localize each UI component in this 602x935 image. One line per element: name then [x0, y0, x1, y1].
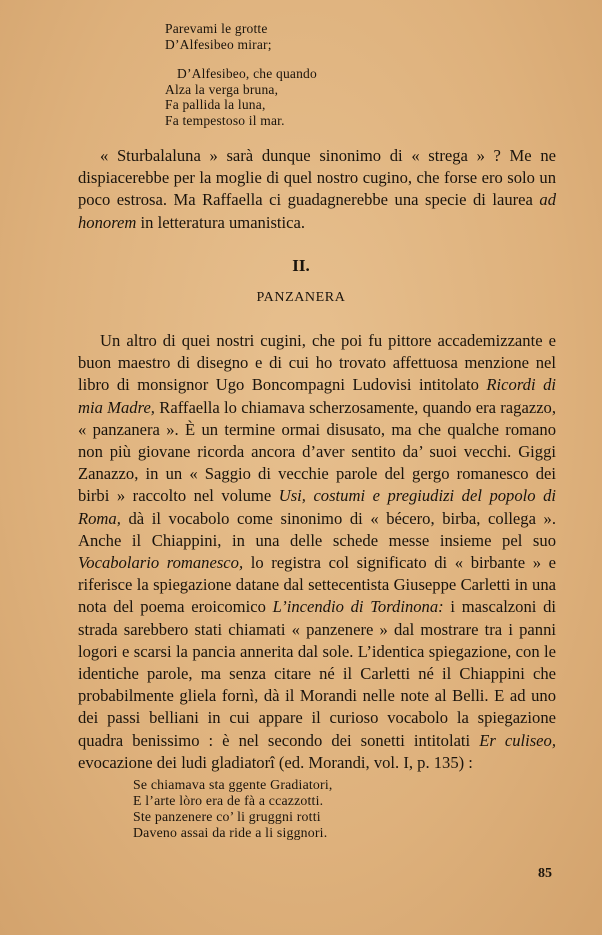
- text-run: dà il vocabolo come sinonimo di « bécero, birba, collega ». Anche il Chiappini, in una delle schede messe insieme pel suo: [78, 508, 556, 550]
- paragraph-2: [78, 330, 556, 774]
- text-run: « Sturbalaluna » sarà dunque sinonimo di « strega » ? Me ne dispiacerebbe per la moglie di quel nostro cugino, che forse ero solo un poco estrosa. Ma Raffaella ci guadagnerebbe una specie di laurea: [78, 146, 556, 210]
- verse-line: Ste panzenere co’ li gruggni rotti: [133, 809, 321, 824]
- paragraph-2-text: [78, 330, 556, 774]
- text-run: in letteratura umanistica.: [136, 212, 306, 232]
- italic-run: Er culiseo,: [479, 730, 556, 750]
- italic-run: ad honorem: [78, 190, 556, 232]
- text-run: evocazione dei ludi gladiatorî (ed. Morandi, vol. I, p. 135) :: [78, 752, 473, 772]
- verse-line: Fa pallida la luna,: [165, 97, 266, 113]
- verse-bottom: [133, 777, 333, 841]
- italic-run: Usi, costumi e pregiudizi del popolo di Roma,: [78, 486, 556, 528]
- italic-run: L’incendio di Tordinona:: [272, 597, 444, 617]
- verse-line: Fa tempestoso il mar.: [165, 112, 285, 128]
- verse-top-b: [165, 66, 317, 128]
- paragraph-1: [78, 145, 556, 234]
- paragraph-1-text: [78, 145, 556, 234]
- text-run: Raffaella lo chiamava scherzosamente, quando era ragazzo, « panzanera ». È un termine ormai disusato, ma che qualche romano non più giovane ricorda ancora d’aver sentito da’ suoi vecchi. Giggi Zanazzo, in un « Saggio di vecchie parole del gergo romanesco dei birbi » raccolto nel volume: [78, 397, 557, 506]
- text-run: Un altro di quei nostri cugini, che poi fu pittore accademizzante e buon maestro di disegno e di cui ho trovato affettuosa menzione nel libro di monsignor Ugo Boncompagni Ludovisi intitolato: [78, 331, 556, 395]
- italic-run: Vocabolario romanesco,: [78, 553, 244, 573]
- section-title: PANZANERA: [256, 290, 346, 305]
- verse-line: D’Alfesibeo, che quando: [177, 66, 317, 81]
- verse-top-a: [165, 21, 272, 52]
- verse-line: Daveno assai da ride a li siggnori.: [133, 825, 328, 840]
- text-run: lo registra col significato di « birbante » e riferisce la spiegazione datane dal settecentista Giuseppe Carletti in una nota del poema eroicomico: [78, 553, 556, 617]
- page-number: 85: [538, 866, 552, 881]
- verse-line: Alza la verga bruna,: [165, 81, 279, 97]
- verse-line: Se chiamava sta ggente Gradiatori,: [133, 777, 333, 792]
- verse-line: E l’arte lòro era de fà a ccazzotti.: [133, 793, 324, 808]
- italic-run: Ricordi di mia Madre,: [78, 375, 556, 417]
- verse-line: D’Alfesibeo mirar;: [165, 36, 272, 52]
- section-number: II.: [292, 256, 310, 275]
- verse-line: Parevami le grotte: [165, 21, 268, 36]
- text-run: i mascalzoni di strada sarebbero stati chiamati « panzenere » dal mostrare tra i panni logori e scarsi la pancia annerita dal sole. L’identica spiegazione, con le identiche parole, ma senza citare né il Carletti né il Chiappini che probabilmente gliela fornì, dà il Morandi nelle note al Belli. E ad uno dei passi belliani in cui appare il curioso vocabolo la spiegazione quadra benissimo : è nel secondo dei sonetti intitolati: [78, 597, 556, 750]
